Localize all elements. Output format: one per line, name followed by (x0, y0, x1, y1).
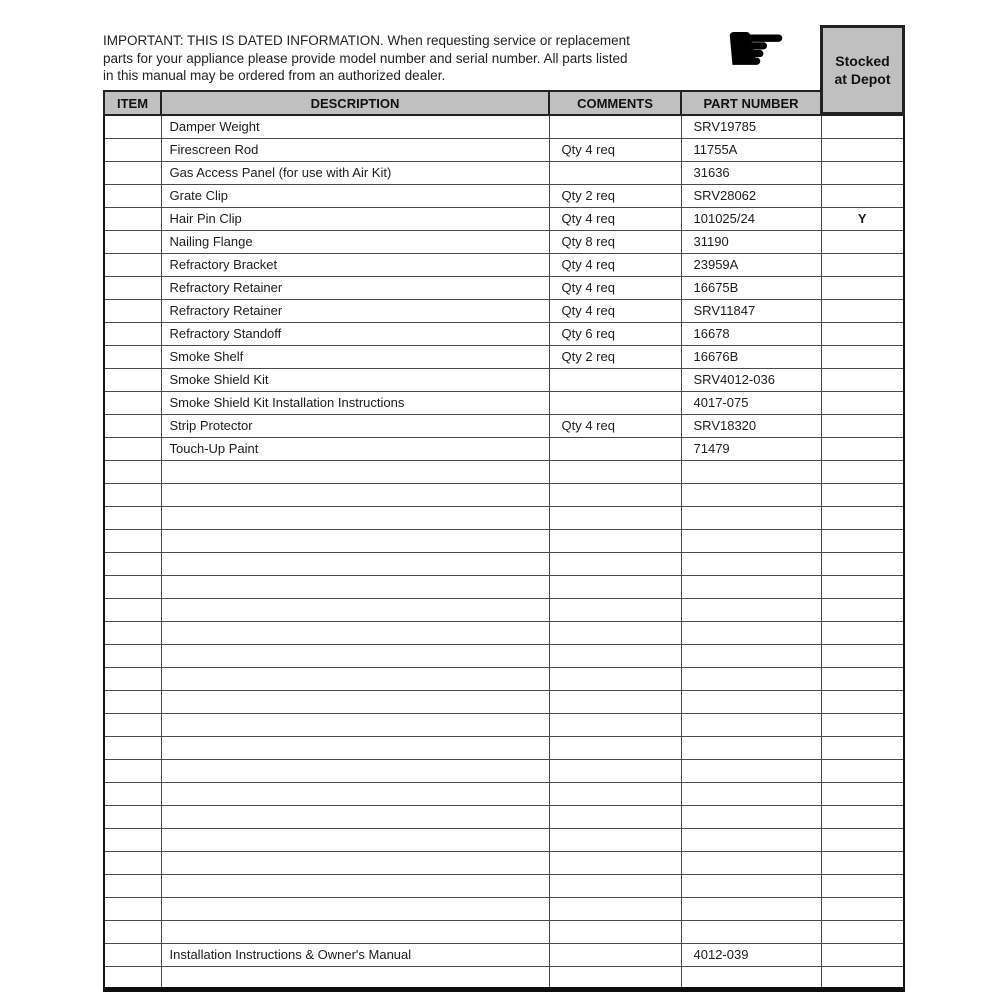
comments-cell: Qty 4 req (549, 276, 681, 299)
part-number-cell: 16678 (681, 322, 821, 345)
item-cell (104, 437, 161, 460)
comments-cell (549, 575, 681, 598)
part-number-cell (681, 483, 821, 506)
empty-row (104, 874, 904, 897)
parts-row (104, 207, 904, 230)
part-number-cell (681, 851, 821, 874)
description-cell (161, 460, 549, 483)
stocked-at-depot-box (820, 25, 905, 115)
item-cell (104, 897, 161, 920)
stocked-cell (821, 437, 904, 460)
description-cell (161, 575, 549, 598)
description-cell (161, 805, 549, 828)
parts-row (104, 437, 904, 460)
stocked-cell (821, 529, 904, 552)
item-cell (104, 138, 161, 161)
part-number-cell: 11755A (681, 138, 821, 161)
description-cell (161, 874, 549, 897)
part-number-cell: 71479 (681, 437, 821, 460)
parts-row (104, 391, 904, 414)
description-cell: Grate Clip (161, 184, 549, 207)
stocked-cell (821, 115, 904, 138)
comments-cell (549, 782, 681, 805)
parts-table-header (104, 91, 904, 115)
part-number-cell (681, 874, 821, 897)
description-cell (161, 552, 549, 575)
empty-row (104, 736, 904, 759)
part-number-cell: 4017-075 (681, 391, 821, 414)
comments-cell: Qty 4 req (549, 299, 681, 322)
part-number-cell (681, 736, 821, 759)
stocked-cell (821, 644, 904, 667)
stocked-cell (821, 690, 904, 713)
stocked-cell (821, 414, 904, 437)
part-number-cell: SRV18320 (681, 414, 821, 437)
empty-row (104, 690, 904, 713)
comments-cell: Qty 4 req (549, 414, 681, 437)
stocked-cell: Y (821, 207, 904, 230)
part-number-cell: 101025/24 (681, 207, 821, 230)
item-cell (104, 851, 161, 874)
stocked-cell (821, 322, 904, 345)
empty-row (104, 575, 904, 598)
description-cell: Smoke Shield Kit (161, 368, 549, 391)
part-number-cell (681, 713, 821, 736)
item-cell (104, 184, 161, 207)
comments-cell (549, 161, 681, 184)
stocked-cell (821, 805, 904, 828)
comments-cell: Qty 4 req (549, 253, 681, 276)
description-cell: Installation Instructions & Owner's Manual (161, 943, 549, 966)
description-cell (161, 644, 549, 667)
item-cell (104, 759, 161, 782)
stocked-cell (821, 460, 904, 483)
part-number-cell (681, 759, 821, 782)
comments-cell (549, 759, 681, 782)
comments-cell: Qty 6 req (549, 322, 681, 345)
comments-cell (549, 391, 681, 414)
comments-cell (549, 805, 681, 828)
part-number-cell (681, 575, 821, 598)
description-cell (161, 897, 549, 920)
part-number-cell (681, 598, 821, 621)
description-cell (161, 920, 549, 943)
item-cell (104, 207, 161, 230)
comments-cell (549, 115, 681, 138)
item-cell (104, 529, 161, 552)
part-number-cell (681, 897, 821, 920)
item-cell (104, 598, 161, 621)
description-cell (161, 966, 549, 989)
header-part-number: PART NUMBER (681, 91, 821, 115)
stocked-cell (821, 621, 904, 644)
stocked-cell (821, 552, 904, 575)
item-cell (104, 782, 161, 805)
header-comments: COMMENTS (549, 91, 681, 115)
stocked-cell (821, 345, 904, 368)
item-cell (104, 368, 161, 391)
stocked-cell (821, 897, 904, 920)
part-number-cell (681, 644, 821, 667)
description-cell (161, 483, 549, 506)
header-item: ITEM (104, 91, 161, 115)
item-cell (104, 460, 161, 483)
stocked-cell (821, 138, 904, 161)
comments-cell (549, 966, 681, 989)
item-cell (104, 506, 161, 529)
part-number-cell (681, 966, 821, 989)
description-cell (161, 828, 549, 851)
stocked-cell (821, 782, 904, 805)
part-number-cell: 16676B (681, 345, 821, 368)
description-cell (161, 621, 549, 644)
comments-cell (549, 598, 681, 621)
parts-row (104, 276, 904, 299)
description-cell (161, 851, 549, 874)
stocked-cell (821, 299, 904, 322)
stocked-cell (821, 920, 904, 943)
empty-row (104, 460, 904, 483)
comments-cell (549, 736, 681, 759)
part-number-cell (681, 828, 821, 851)
item-cell (104, 667, 161, 690)
part-number-cell: 23959A (681, 253, 821, 276)
item-cell (104, 805, 161, 828)
item-cell (104, 874, 161, 897)
empty-row (104, 782, 904, 805)
empty-row (104, 506, 904, 529)
comments-cell (549, 437, 681, 460)
part-number-cell (681, 690, 821, 713)
item-cell (104, 713, 161, 736)
comments-cell (549, 874, 681, 897)
part-number-cell (681, 667, 821, 690)
empty-row (104, 851, 904, 874)
part-number-cell (681, 552, 821, 575)
stocked-cell (821, 391, 904, 414)
part-number-cell: 31190 (681, 230, 821, 253)
item-cell (104, 322, 161, 345)
comments-cell (549, 713, 681, 736)
comments-cell (549, 943, 681, 966)
item-cell (104, 828, 161, 851)
stocked-cell (821, 736, 904, 759)
stocked-cell (821, 230, 904, 253)
header-row (104, 91, 904, 115)
stocked-cell (821, 667, 904, 690)
pointing-hand-icon: ☛ (723, 6, 789, 90)
comments-cell (549, 667, 681, 690)
comments-cell (549, 368, 681, 391)
dated-information-notice (103, 32, 703, 85)
part-number-cell: SRV28062 (681, 184, 821, 207)
item-cell (104, 621, 161, 644)
item-cell (104, 690, 161, 713)
empty-row (104, 920, 904, 943)
parts-table (103, 90, 905, 992)
parts-row (104, 299, 904, 322)
item-cell (104, 943, 161, 966)
empty-row (104, 759, 904, 782)
header-description: DESCRIPTION (161, 91, 549, 115)
description-cell (161, 667, 549, 690)
part-number-cell: 16675B (681, 276, 821, 299)
description-cell (161, 598, 549, 621)
stocked-cell (821, 851, 904, 874)
item-cell (104, 345, 161, 368)
item-cell (104, 575, 161, 598)
comments-cell (549, 552, 681, 575)
comments-cell (549, 483, 681, 506)
stocked-cell (821, 598, 904, 621)
item-cell (104, 736, 161, 759)
part-number-cell: 31636 (681, 161, 821, 184)
stocked-cell (821, 713, 904, 736)
item-cell (104, 299, 161, 322)
item-cell (104, 552, 161, 575)
stocked-cell (821, 184, 904, 207)
parts-row (104, 138, 904, 161)
item-cell (104, 161, 161, 184)
description-cell: Touch-Up Paint (161, 437, 549, 460)
empty-row (104, 483, 904, 506)
empty-row (104, 644, 904, 667)
item-cell (104, 115, 161, 138)
comments-cell: Qty 2 req (549, 345, 681, 368)
empty-row (104, 552, 904, 575)
item-cell (104, 253, 161, 276)
notice-line-1: IMPORTANT: THIS IS DATED INFORMATION. When requesting service or replacement (103, 33, 630, 48)
part-number-cell (681, 529, 821, 552)
comments-cell: Qty 4 req (549, 138, 681, 161)
manual-row (104, 943, 904, 966)
description-cell (161, 759, 549, 782)
description-cell: Firescreen Rod (161, 138, 549, 161)
stocked-cell (821, 759, 904, 782)
item-cell (104, 483, 161, 506)
comments-cell: Qty 4 req (549, 207, 681, 230)
part-number-cell (681, 920, 821, 943)
item-cell (104, 644, 161, 667)
part-number-cell (681, 782, 821, 805)
stocked-at-depot-label-line-1: Stocked (835, 53, 890, 69)
notice-line-3: in this manual may be ordered from an authorized dealer. (103, 68, 446, 83)
description-cell (161, 713, 549, 736)
stocked-at-depot-label-line-2: at Depot (834, 71, 891, 87)
parts-row (104, 184, 904, 207)
empty-row (104, 621, 904, 644)
part-number-cell: SRV4012-036 (681, 368, 821, 391)
item-cell (104, 276, 161, 299)
part-number-cell: SRV19785 (681, 115, 821, 138)
part-number-cell: SRV11847 (681, 299, 821, 322)
stocked-cell (821, 874, 904, 897)
item-cell (104, 414, 161, 437)
comments-cell: Qty 2 req (549, 184, 681, 207)
parts-row (104, 322, 904, 345)
description-cell: Damper Weight (161, 115, 549, 138)
comments-cell (549, 851, 681, 874)
description-cell: Smoke Shield Kit Installation Instructions (161, 391, 549, 414)
description-cell (161, 736, 549, 759)
stocked-cell (821, 943, 904, 966)
comments-cell (549, 460, 681, 483)
part-number-cell (681, 460, 821, 483)
comments-cell: Qty 8 req (549, 230, 681, 253)
empty-row (104, 805, 904, 828)
stocked-cell (821, 253, 904, 276)
comments-cell (549, 897, 681, 920)
empty-row (104, 713, 904, 736)
stocked-cell (821, 161, 904, 184)
empty-row (104, 966, 904, 989)
empty-row (104, 598, 904, 621)
description-cell (161, 506, 549, 529)
parts-row (104, 230, 904, 253)
stocked-cell (821, 368, 904, 391)
description-cell (161, 690, 549, 713)
comments-cell (549, 529, 681, 552)
part-number-cell (681, 621, 821, 644)
stocked-cell (821, 966, 904, 989)
comments-cell (549, 506, 681, 529)
comments-cell (549, 621, 681, 644)
description-cell: Refractory Bracket (161, 253, 549, 276)
description-cell: Smoke Shelf (161, 345, 549, 368)
comments-cell (549, 644, 681, 667)
comments-cell (549, 828, 681, 851)
description-cell: Strip Protector (161, 414, 549, 437)
item-cell (104, 966, 161, 989)
item-cell (104, 391, 161, 414)
stocked-cell (821, 575, 904, 598)
stocked-cell (821, 506, 904, 529)
stocked-cell (821, 276, 904, 299)
parts-row (104, 115, 904, 138)
description-cell: Refractory Retainer (161, 276, 549, 299)
part-number-cell: 4012-039 (681, 943, 821, 966)
empty-row (104, 897, 904, 920)
description-cell (161, 782, 549, 805)
parts-row (104, 368, 904, 391)
empty-row (104, 828, 904, 851)
stocked-cell (821, 828, 904, 851)
comments-cell (549, 920, 681, 943)
description-cell: Hair Pin Clip (161, 207, 549, 230)
description-cell: Refractory Standoff (161, 322, 549, 345)
part-number-cell (681, 506, 821, 529)
empty-row (104, 529, 904, 552)
parts-row (104, 253, 904, 276)
part-number-cell (681, 805, 821, 828)
stocked-cell (821, 483, 904, 506)
description-cell (161, 529, 549, 552)
description-cell: Gas Access Panel (for use with Air Kit) (161, 161, 549, 184)
parts-row (104, 345, 904, 368)
parts-table-body (104, 115, 904, 989)
parts-row (104, 414, 904, 437)
empty-row (104, 667, 904, 690)
description-cell: Refractory Retainer (161, 299, 549, 322)
description-cell: Nailing Flange (161, 230, 549, 253)
item-cell (104, 920, 161, 943)
item-cell (104, 230, 161, 253)
comments-cell (549, 690, 681, 713)
parts-row (104, 161, 904, 184)
notice-line-2: parts for your appliance please provide model number and serial number. All parts listed (103, 50, 628, 66)
